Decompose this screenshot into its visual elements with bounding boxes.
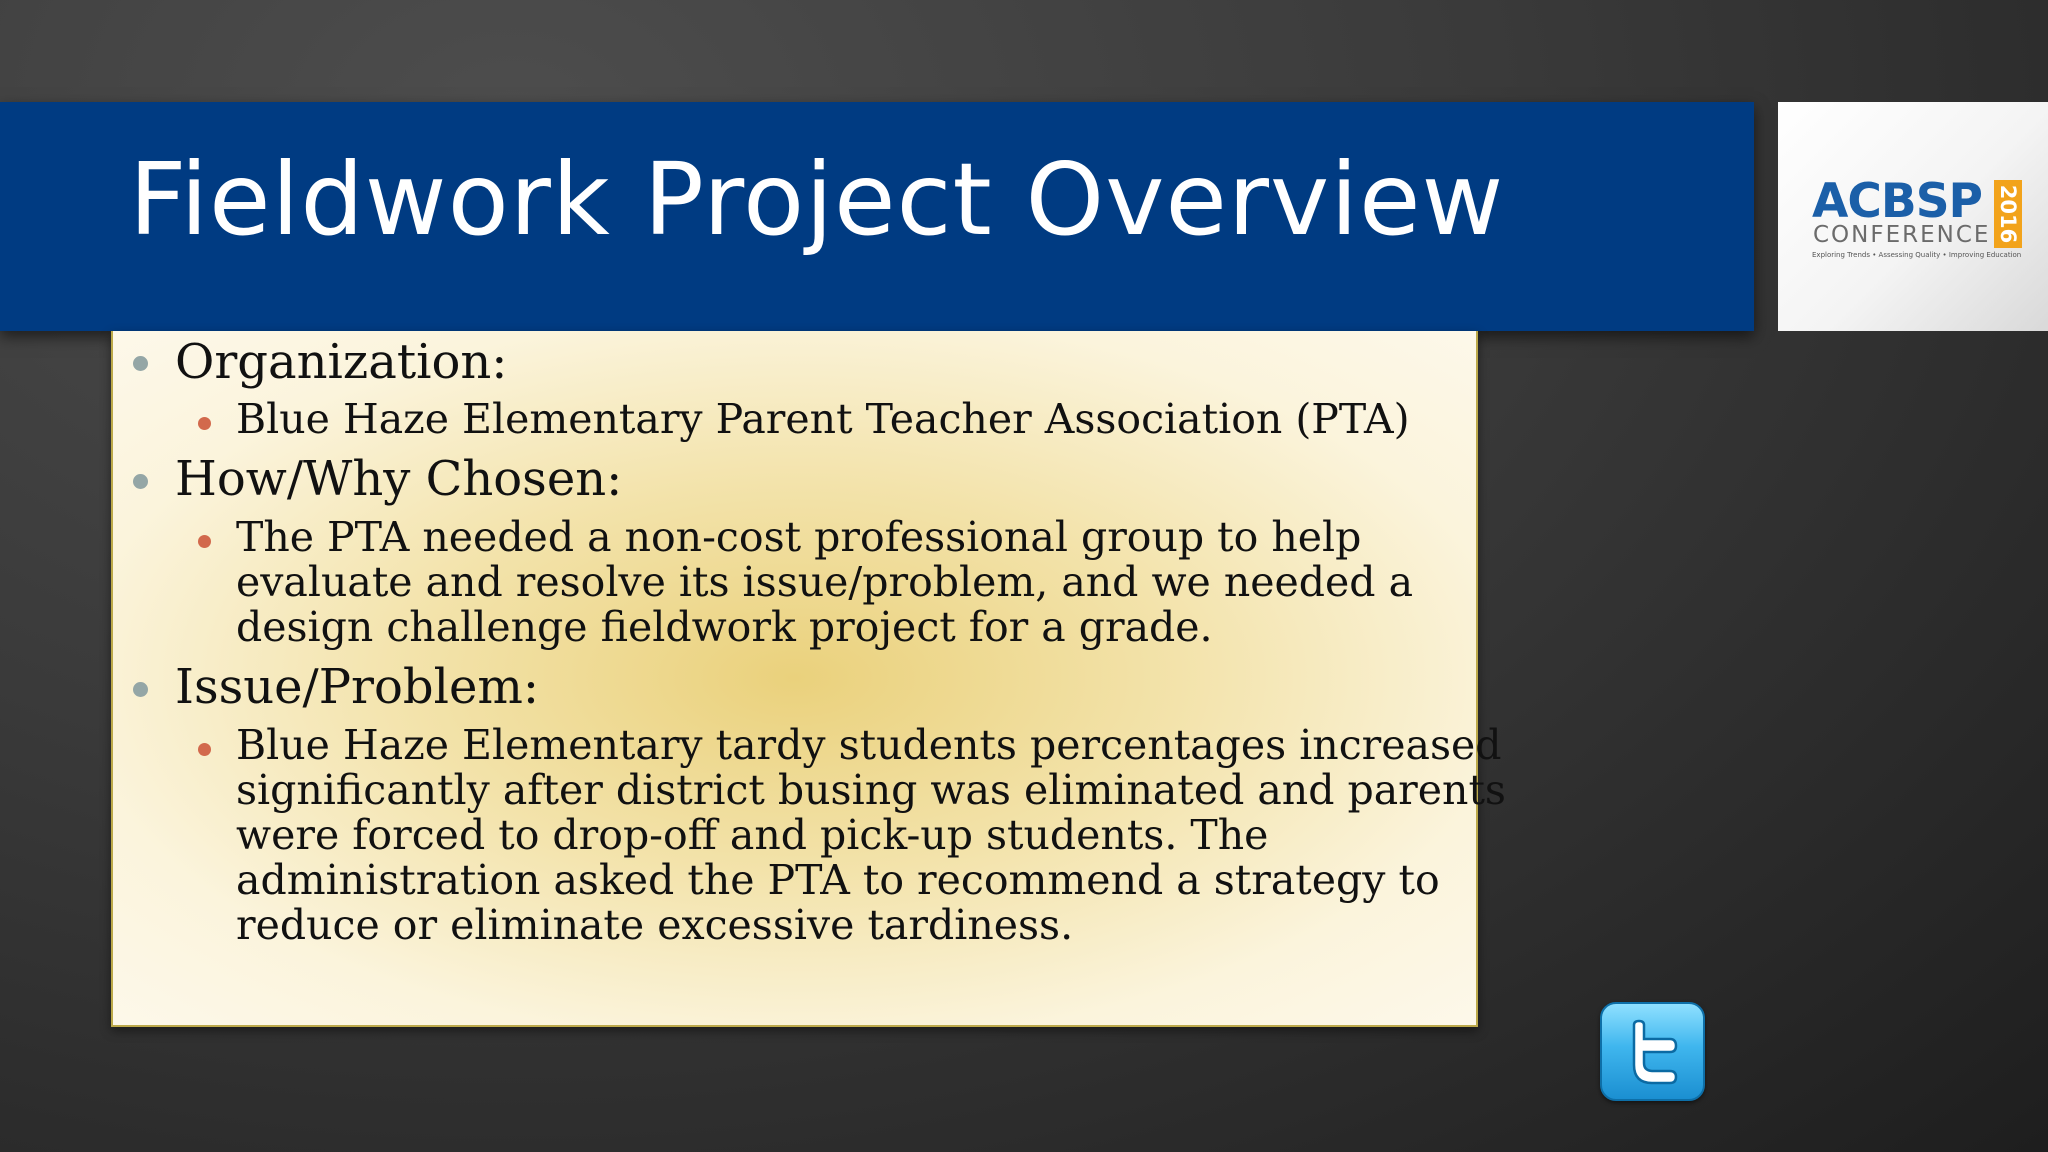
point-line: Blue Haze Elementary tardy students percentages increased — [236, 721, 1502, 769]
primary-bullet-icon — [133, 682, 148, 697]
point-line: Blue Haze Elementary Parent Teacher Association (PTA) — [236, 395, 1410, 443]
section-heading-how-why-chosen: How/Why Chosen: — [175, 451, 623, 507]
twitter-t-glyph-icon — [1618, 1019, 1688, 1085]
acbsp-conference-logo — [1778, 102, 2048, 331]
point-line: significantly after district busing was eliminated and parents — [236, 766, 1506, 814]
point-line: administration asked the PTA to recommend a strategy to — [236, 856, 1440, 904]
point-line: reduce or eliminate excessive tardiness. — [236, 901, 1074, 949]
secondary-bullet-icon — [198, 743, 211, 756]
logo-year: 2016 — [1996, 184, 2021, 244]
twitter-bird-icon[interactable] — [1600, 1002, 1705, 1101]
secondary-bullet-icon — [198, 417, 211, 430]
logo-year-badge — [1994, 180, 2022, 248]
primary-bullet-icon — [133, 356, 148, 371]
point-line: were forced to drop-off and pick-up students. The — [236, 811, 1269, 859]
point-line: design challenge fieldwork project for a grade. — [236, 603, 1213, 651]
secondary-bullet-icon — [198, 535, 211, 548]
logo-conference-label: CONFERENCE — [1813, 222, 1991, 248]
logo-tagline: Exploring Trends • Assessing Quality • Improving Education — [1812, 251, 2022, 259]
point-line: The PTA needed a non-cost professional group to help — [236, 513, 1362, 561]
section-heading-organization: Organization: — [175, 334, 508, 390]
slide-title: Fieldwork Project Overview — [129, 141, 1505, 258]
logo-wordmark: ACBSP — [1812, 174, 1982, 229]
point-line: evaluate and resolve its issue/problem, and we needed a — [236, 558, 1414, 606]
section-heading-issue-problem: Issue/Problem: — [175, 659, 540, 715]
content-panel — [111, 331, 1506, 1027]
primary-bullet-icon — [133, 474, 148, 489]
